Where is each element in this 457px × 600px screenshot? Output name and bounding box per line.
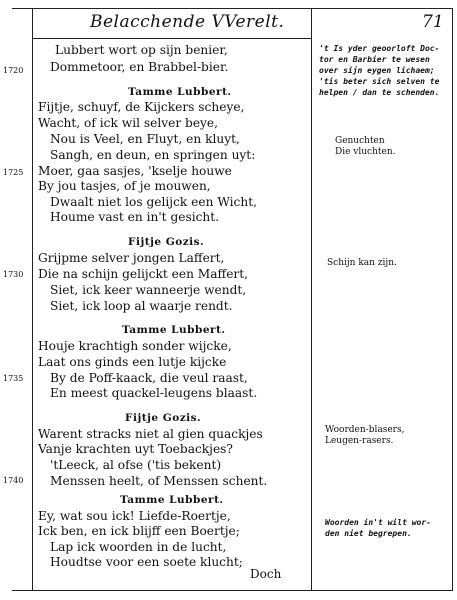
verse-line: Fijtje, schuyf, de Kijckers scheye, — [38, 100, 245, 114]
verse-line: Sangh, en deun, en springen uyt: — [50, 148, 256, 162]
verse-line: Menssen heelt, of Menssen schent. — [50, 474, 268, 488]
right-rule — [452, 8, 453, 590]
verse-line: Dwaalt niet los gelijck een Wicht, — [50, 195, 257, 209]
marginal-note: Schijn kan zijn. — [327, 258, 397, 268]
top-rule — [12, 8, 453, 9]
line-number: 1720 — [3, 66, 24, 75]
verse-line: Die na schijn gelijckt een Maffert, — [38, 267, 249, 281]
speaker-heading: Fijtje Gozis. — [128, 236, 205, 248]
verse-line: Houje krachtigh sonder wijcke, — [38, 339, 232, 353]
speaker-heading: Tamme Lubbert. — [128, 86, 232, 98]
line-number: 1730 — [3, 270, 24, 279]
verse-line: Warent stracks niet al gien quackjes — [38, 427, 263, 441]
left-rule — [32, 8, 33, 590]
verse-line: Dommetoor, en Brabbel-bier. — [50, 60, 229, 74]
speaker-heading: Tamme Lubbert. — [120, 494, 224, 506]
line-number: 1725 — [3, 168, 24, 177]
verse-line: By jou tasjes, of je mouwen, — [38, 179, 211, 193]
running-title: Belacchende VVerelt. — [90, 12, 285, 32]
verse-line: Lubbert wort op sijn benier, — [55, 43, 228, 57]
verse-line: Nou is Veel, en Fluyt, en kluyt, — [50, 132, 240, 146]
catchword: Doch — [250, 567, 282, 581]
verse-line: Vanje krachten uyt Toebackjes? — [38, 442, 233, 456]
verse-line: Ey, wat sou ick! Liefde-Roertje, — [38, 509, 231, 523]
verse-line: Grijpme selver jongen Laffert, — [38, 251, 225, 265]
speaker-heading: Fijtje Gozis. — [125, 412, 202, 424]
verse-line: Houme vast en in't gesicht. — [50, 210, 220, 224]
verse-line: Ick ben, en ick blijff een Boertje; — [38, 524, 240, 538]
marginal-note: 't Is yder geoorloft Doc- tor en Barbier te wesen over sijn eygen lichaem; 'tis beter sich selven te helpen / dan te schenden. — [319, 44, 440, 97]
verse-line: En meest quackel-leugens blaast. — [50, 386, 258, 400]
verse-line: Moer, gaa sasjes, 'kselje houwe — [38, 164, 232, 178]
verse-line: Lap ick woorden in de lucht, — [50, 540, 227, 554]
verse-line: Laat ons ginds een lutje kijcke — [38, 355, 227, 369]
header-rule — [32, 38, 312, 39]
verse-line: 'tLeeck, al ofse ('tis bekent) — [50, 458, 222, 472]
marginal-note: Woorden in't wilt wor- den niet begrepen. — [325, 518, 431, 538]
marginal-note: Genuchten Die vluchten. — [335, 136, 396, 157]
verse-line: By de Poff-kaack, die veul raast, — [50, 371, 248, 385]
verse-line: Wacht, of ick wil selver beye, — [38, 116, 219, 130]
verse-line: Houdtse voor een soete klucht; — [50, 555, 243, 569]
verse-line: Siet, ick loop al waarje rendt. — [50, 299, 233, 313]
marginal-note: Woorden-blasers, Leugen-rasers. — [325, 425, 405, 446]
speaker-heading: Tamme Lubbert. — [122, 324, 226, 336]
margin-rule — [311, 8, 312, 590]
line-number: 1735 — [3, 374, 24, 383]
page-number: 71 — [422, 12, 444, 32]
line-number: 1740 — [3, 476, 24, 485]
verse-line: Siet, ick keer wanneerje wendt, — [50, 283, 247, 297]
bottom-rule — [12, 590, 453, 591]
